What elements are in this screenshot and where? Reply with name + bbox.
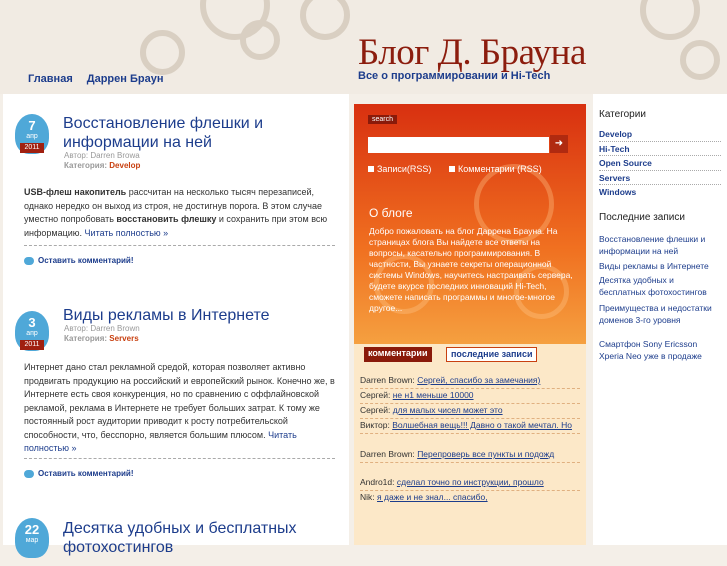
post-category xyxy=(64,334,139,343)
category-link-develop[interactable]: Develop xyxy=(599,129,633,139)
category-separator xyxy=(599,184,721,185)
rss-entries-link[interactable] xyxy=(368,164,431,174)
about-text: Добро пожаловать на блог Даррена Брауна. На страницах блога Вы найдете все ответы на вопросы, касательно программирования. В частности, Вы узнаете секреты операционной системы Windows, научитесь настраивать сервера, будете вкурсе последних инноваций Hi-Tech, сможете написать программы и многое-многое другое... xyxy=(369,226,573,313)
read-more-link[interactable]: Читать полностью » xyxy=(24,429,297,453)
comment-author: Nik: xyxy=(360,492,375,502)
read-more-link[interactable]: Читать полностью » xyxy=(84,227,169,238)
recent-post-link[interactable]: Восстановление флешки и информации на ней xyxy=(599,234,706,256)
date-badge xyxy=(15,114,49,162)
category-link-hi-tech[interactable]: Hi-Tech xyxy=(599,144,630,154)
date-day: 3 xyxy=(28,315,36,330)
comment-author: Виктор: xyxy=(360,420,390,430)
leave-comment-label[interactable]: Оставить комментарий! xyxy=(38,256,134,265)
comment-separator xyxy=(360,462,580,463)
middle-column xyxy=(354,104,586,545)
post-author: Автор: Darren Browa xyxy=(64,151,140,160)
blog-description: Все о программировании и Hi-Tech xyxy=(358,70,551,82)
comment-row xyxy=(360,491,580,504)
top-nav xyxy=(28,73,163,85)
post-category-label: Категория: xyxy=(64,161,108,170)
tab-recent-posts[interactable]: последние записи xyxy=(446,347,537,362)
comment-row xyxy=(360,404,580,417)
comment-link[interactable]: Перепроверь все пункты и подожд xyxy=(417,449,555,459)
comments-box xyxy=(354,344,586,545)
post-keyword: восстановить флешку xyxy=(116,214,217,224)
comment-link[interactable]: я даже и не знал... спасибо, xyxy=(377,492,488,502)
comment-separator xyxy=(360,433,580,434)
recent-posts-heading: Последние записи xyxy=(599,212,685,223)
header-swirl-decoration xyxy=(680,40,720,80)
date-year: 2011 xyxy=(20,143,44,153)
comment-author: Сергей: xyxy=(360,390,391,400)
search-input[interactable] xyxy=(368,137,549,153)
date-month: мар xyxy=(25,537,39,544)
leave-comment-link[interactable] xyxy=(24,256,133,265)
post-divider xyxy=(24,458,335,459)
post-title[interactable]: Десятка удобных и бесплатных фотохостингов xyxy=(63,520,297,556)
post-divider xyxy=(24,245,335,246)
date-badge xyxy=(15,518,49,566)
date-day: 7 xyxy=(28,118,36,133)
comment-row xyxy=(360,448,580,461)
category-separator xyxy=(599,155,721,156)
post-title[interactable]: Восстановление флешки и информации на ней xyxy=(63,115,264,151)
date-year: 2011 xyxy=(20,340,44,350)
rss-comments-label[interactable]: Комментарии (RSS) xyxy=(458,164,542,174)
category-link-windows[interactable]: Windows xyxy=(599,187,637,197)
comment-author: Darren Brown: xyxy=(360,375,415,385)
leave-comment-link[interactable] xyxy=(24,469,133,478)
nav-home[interactable]: Главная xyxy=(28,73,73,85)
comment-row xyxy=(360,476,580,489)
post-excerpt xyxy=(24,361,335,456)
comment-bubble-icon xyxy=(24,257,34,265)
post-text-part: рассчитан на несколько тысяч перезаписей, однако нередко он выход из строя, не достигнув порога. В этом случае уместно попробовать xyxy=(24,187,322,224)
comment-link[interactable]: не н1 меньше 10000 xyxy=(392,390,474,400)
recent-post-link[interactable]: Преимущества и недостатки доменов 3-го уровня xyxy=(599,303,712,325)
rss-comments-link[interactable] xyxy=(449,164,542,174)
recent-post-link[interactable]: Десятка удобных и бесплатных фотохостингов xyxy=(599,275,707,297)
search-button[interactable]: ➜ xyxy=(550,135,568,153)
comment-link[interactable]: Сергей, спасибо за замечания) xyxy=(417,375,541,385)
search-label: search xyxy=(368,115,397,124)
rss-entries-label[interactable]: Записи(RSS) xyxy=(377,164,432,174)
post-category-link[interactable]: Develop xyxy=(109,161,141,170)
comment-author: Сергей: xyxy=(360,405,391,415)
recent-post-link[interactable]: Виды рекламы в Интернете xyxy=(599,261,709,271)
header-swirl-decoration xyxy=(240,20,280,60)
post-category-label: Категория: xyxy=(64,334,108,343)
post-title[interactable]: Виды рекламы в Интернете xyxy=(63,307,270,324)
header-swirl-decoration xyxy=(640,0,700,40)
post-author: Автор: Darren Brown xyxy=(64,324,140,333)
leave-comment-label[interactable]: Оставить комментарий! xyxy=(38,469,134,478)
comment-author: Darren Brown: xyxy=(360,449,415,459)
category-separator xyxy=(599,141,721,142)
post-category-link[interactable]: Servers xyxy=(109,334,139,343)
about-title: О блоге xyxy=(369,206,413,220)
comment-row xyxy=(360,419,580,432)
post-keyword: USB-флеш накопитель xyxy=(24,187,127,197)
date-badge xyxy=(15,311,49,359)
comment-link[interactable]: для малых чисел может это xyxy=(392,405,503,415)
date-day: 22 xyxy=(24,522,40,537)
header xyxy=(0,0,727,94)
post-text-part: и сохранить при этом всю информацию. xyxy=(24,214,328,238)
right-sidebar xyxy=(593,94,727,545)
comment-bubble-icon xyxy=(24,470,34,478)
comment-link[interactable]: сделал точно по инструкции, прошло xyxy=(396,477,544,487)
comment-row xyxy=(360,389,580,402)
header-swirl-decoration xyxy=(300,0,350,40)
post-text-part: Интернет дано стал рекламной средой, которая позволяет активно продвигать продукцию на российский и европейский рынок. Конечно же, в Интернете есть своя конкуренция, но по сравнению с оффлайновской рекламой, реклама в Интернете не требует больших затрат. К тому же постоянный рост аудитории приводит к росту потребительской способности, что, бесспорно, является большим плюсом. xyxy=(24,362,335,440)
date-month: апр xyxy=(26,133,38,140)
categories-heading: Категории xyxy=(599,109,646,120)
comment-author: Andro1d: xyxy=(360,477,395,487)
main-content xyxy=(3,94,349,556)
tab-comments[interactable]: комментарии xyxy=(364,347,432,362)
blog-title[interactable]: Блог Д. Брауна xyxy=(358,32,586,73)
header-swirl-decoration xyxy=(140,30,185,75)
date-month: апр xyxy=(26,330,38,337)
comment-row xyxy=(360,374,580,387)
nav-darren-brown[interactable]: Даррен Браун xyxy=(86,73,164,85)
recent-post-link[interactable]: Смартфон Sony Ericsson Xperia Neo уже в продаже xyxy=(599,339,702,361)
category-separator xyxy=(599,170,721,171)
comment-link[interactable]: Волшебная вещь!!! Давно о такой мечтал. Но xyxy=(392,420,572,430)
category-link-servers[interactable]: Servers xyxy=(599,173,631,183)
rss-icon xyxy=(449,166,455,172)
rss-icon xyxy=(368,166,374,172)
post-excerpt xyxy=(24,186,335,240)
category-link-open-source[interactable]: Open Source xyxy=(599,158,652,168)
post-category xyxy=(64,161,140,170)
